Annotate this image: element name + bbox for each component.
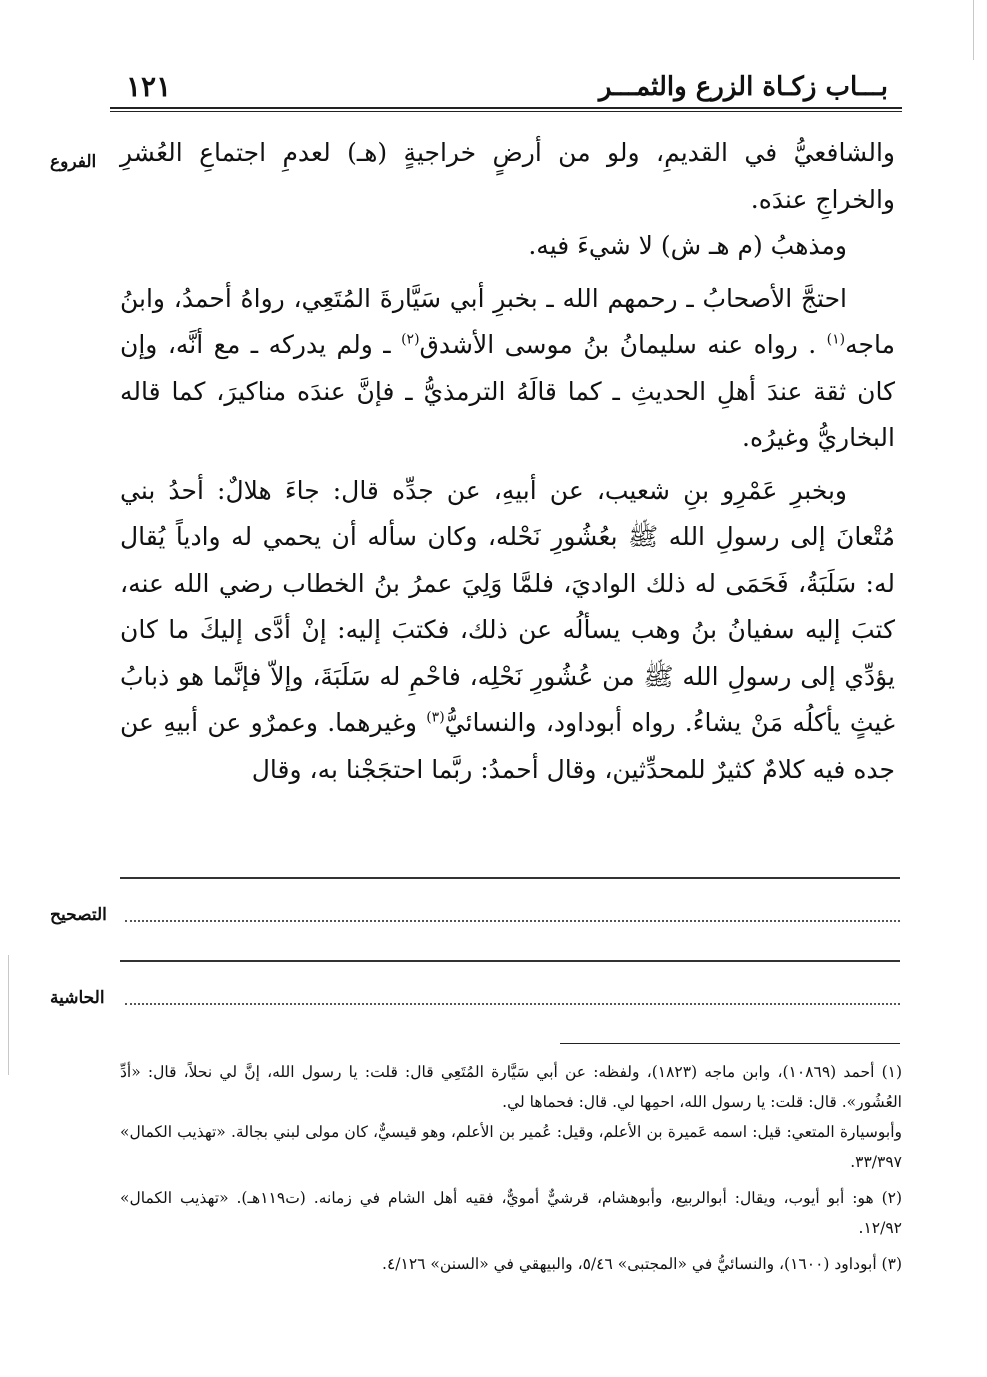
running-title: بـــاب زكـاة الزرع والثمـــر — [598, 72, 888, 102]
scan-edge-left — [8, 955, 9, 1075]
footnote-ref-2[interactable]: (٢) — [401, 331, 420, 348]
margin-label-section: الفروع — [50, 152, 97, 172]
paragraph-text: وبخبرِ عَمْرِو بنِ شعيب، عن أبيهِ، عن جدِّه قال: جاءَ هلالٌ: أحدُ بني مُتْعانَ إلى رسولِ الله ﷺ بعُشُورِ نَحْله، وكان سأله أن يحمي له وادياً يُقال له: سَلَبَةُ، فَحَمَى له ذلك الواديَ، فلمَّا وَلِيَ عمرُ بنُ الخطاب رضي الله عنه، كتبَ إليه سفيانُ بنُ وهب يسألُه عن ذلك، فكتبَ إليه: إنْ أدَّى إليكَ ما كان يؤدِّي إلى رسولِ الله ﷺ من عُشُورِ نَحْلِه، فاحْمِ له سَلَبَةَ، وإلاّ فإنَّما هو ذبابُ غيثٍ يأكلُه مَنْ يشاءُ. رواه أبوداود، والنسائيُّ — [120, 475, 895, 737]
footnote-ref-1[interactable]: (١) — [826, 331, 846, 348]
text-bottom-rule — [120, 877, 900, 879]
margin-label-correction: التصحيح — [50, 905, 107, 925]
paragraph-text: . رواه عنه سليمانُ بنُ موسى الأشدق — [419, 330, 827, 359]
correction-dotted-line — [125, 920, 900, 922]
footnotes — [120, 1057, 902, 1285]
paragraph — [120, 468, 895, 794]
footnote-separator — [560, 1043, 900, 1044]
footnote: وأبوسيارة المتعي: قيل: اسمه عَميرة بن الأعلم، وقيل: عُمير بن الأعلم، وهو قيسيٌّ، كان مولى لبني بجالة. «تهذيب الكمال» ٣٣/٣٩٧. — [120, 1123, 902, 1171]
paragraph: والشافعيُّ في القديمِ، ولو من أرضٍ خراجيةٍ (هـ) لعدمِ اجتماعِ العُشرِ والخراجِ عندَه. — [120, 138, 895, 214]
paragraph: ومذهبُ (م هـ ش) لا شيءَ فيه. — [528, 231, 847, 260]
footnote: (٢) هو: أبو أيوب، ويقال: أبوالربيع، وأبوهشام، قرشيٌّ أمويٌّ، فقيه أهل الشام في زمانه. (ت١١٩هـ). «تهذيب الكمال» ١٢/٩٢. — [120, 1189, 903, 1237]
page-number: ١٢١ — [126, 70, 172, 103]
correction-rule — [120, 960, 900, 962]
header-rule-thin — [110, 111, 902, 112]
paragraph-text: احتجَّ الأصحابُ ـ رحمهم الله ـ بخبرِ أبي سَيَّارةَ المُتَعِي، رواهُ أحمدُ، وابنُ ماجه — [120, 283, 895, 359]
header-rule — [110, 107, 902, 109]
scan-edge-right — [973, 0, 974, 60]
footnote: (١) أحمد (١٠٨٦٩)، وابن ماجه (١٨٢٣)، ولفظه: عن أبي سَيَّارة المُتَعِي قال: قلت: يا رسول الله، إنَّ لي نحلاً، قال: «أدِّ العُشُور». قال: قلت: يا رسول الله، احمِها لي. قال: فحماها لي. — [120, 1063, 903, 1111]
main-text — [120, 130, 895, 793]
margin-label-annotation: الحاشية — [50, 988, 105, 1008]
page-header — [110, 70, 900, 110]
paragraph-text: وغيرهما. وعمرٌو عن أبيهِ عن جده فيه كلامٌ كثيرٌ للمحدِّثين، وقال أحمدُ: ربَّما احتجَجْنا به، وقال — [120, 708, 895, 784]
footnote-ref-3[interactable]: (٣) — [426, 709, 445, 726]
annotation-dotted-line — [125, 1003, 900, 1005]
footnote: (٣) أبوداود (١٦٠٠)، والنسائيُّ في «المجتبى» ٥/٤٦، والبيهقي في «السنن» ٤/١٢٦. — [382, 1255, 902, 1273]
paragraph — [120, 276, 895, 462]
paragraph-text: ـ ولم يدركه ـ مع أنَّه، وإن كان ثقة عندَ أهلِ الحديثِ ـ كما قالَهُ الترمذيُّ ـ فإنَّ عندَه مناكيرَ، كما قاله البخاريُّ وغيرُه. — [120, 330, 895, 452]
